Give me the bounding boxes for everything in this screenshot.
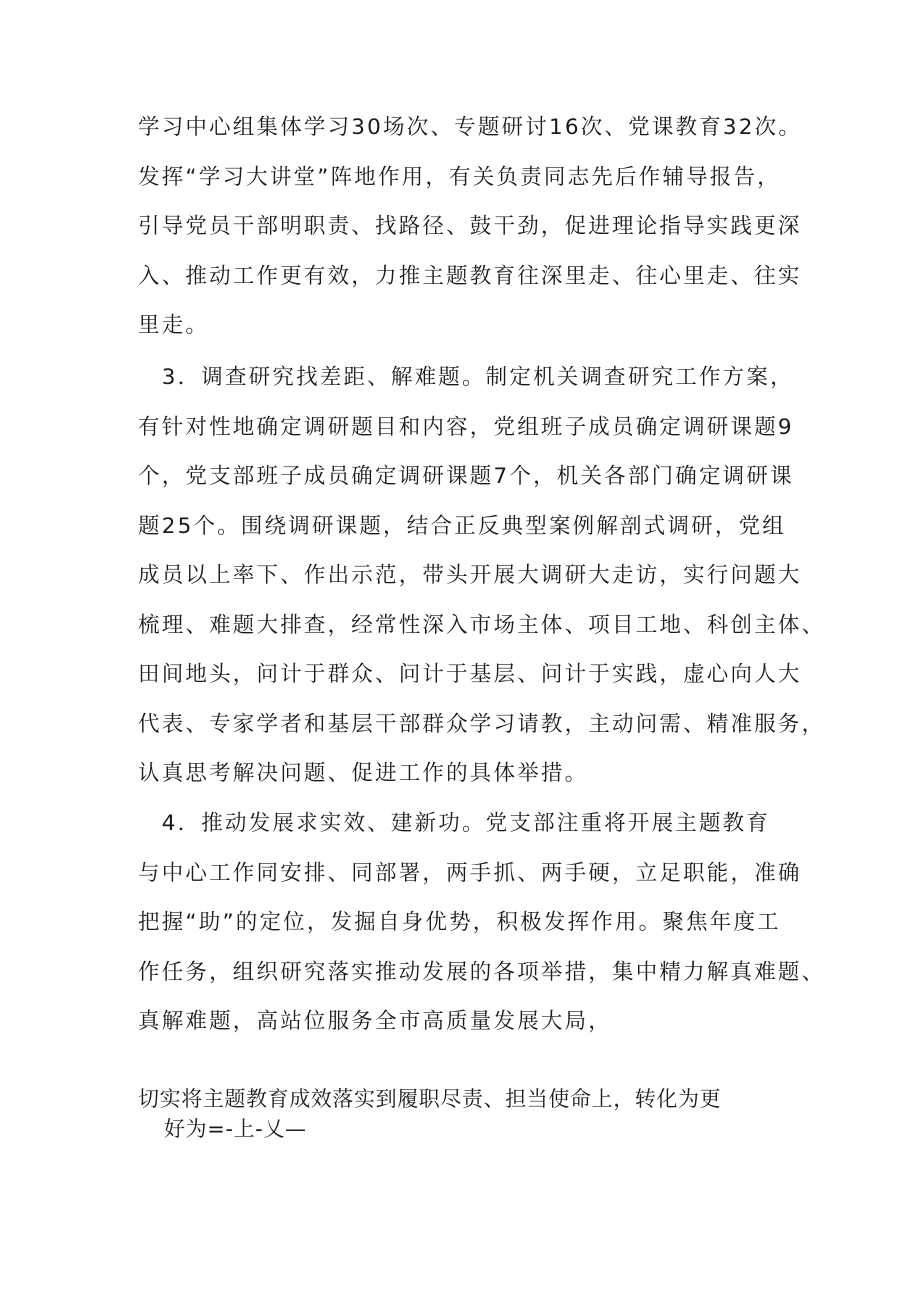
text-line: 作任务，组织研究落实推动发展的各项举措，集中精力解真难题、 — [138, 959, 826, 985]
text-line: 成员以上率下、作出示范，带头开展大调研大走访，实行问题大 — [138, 563, 802, 588]
text-line: 梳理、难题大排查，经常性深入市场主体、项目工地、科创主体、 — [138, 612, 826, 638]
text-line: 学习中心组集体学习30场次、专题研讨16次、党课教育32次。 — [138, 115, 803, 140]
text-line: 代表、专家学者和基层干部群众学习请教，主动问需、精准服务， — [138, 711, 826, 737]
trailing-text-line-2: 好为=-上-乂— — [164, 1117, 307, 1141]
text-line: 4．推动发展求实效、建新功。党支部注重将开展主题教育 — [138, 811, 771, 836]
text-line: 与中心工作同安排、同部署，两手抓、两手硬，立足职能，准确 — [138, 860, 802, 886]
text-line: 个，党支部班子成员确定调研课题7个，机关各部门确定调研课 — [138, 464, 794, 489]
text-line: 真解难题，高站位服务全市高质量发展大局， — [138, 1009, 613, 1034]
text-line: 题25个。围绕调研课题，结合正反典型案例解剖式调研，党组 — [138, 513, 786, 539]
text-line: 入、推动工作更有效，力推主题教育往深里走、往心里走、往实 — [138, 263, 802, 289]
paragraph-section-3-research — [138, 353, 826, 799]
paragraph-section-4-development — [138, 799, 826, 1047]
text-line: 发挥“学习大讲堂”阵地作用，有关负责同志先后作辅导报告， — [138, 164, 781, 190]
paragraph-study-continued — [138, 103, 803, 351]
text-line: 把握“助”的定位，发掘自身优势，积极发挥作用。聚焦年度工 — [138, 910, 781, 935]
trailing-text-line-1: 切实将主题教育成效落实到履职尽责、担当使命上，转化为更 — [138, 1087, 722, 1111]
text-line: 认真思考解决问题、促进工作的具体举措。 — [138, 761, 589, 786]
text-line: 3．调查研究找差距、解难题。制定机关调查研究工作方案， — [138, 365, 794, 390]
text-line: 田间地头，问计于群众、问计于基层、问计于实践，虚心向人大 — [138, 662, 802, 687]
text-line: 里走。 — [138, 313, 210, 338]
text-line: 有针对性地确定调研题目和内容，党组班子成员确定调研课题9 — [138, 414, 794, 440]
text-line: 引导党员干部明职责、找路径、鼓干劲，促进理论指导实践更深 — [138, 214, 802, 239]
